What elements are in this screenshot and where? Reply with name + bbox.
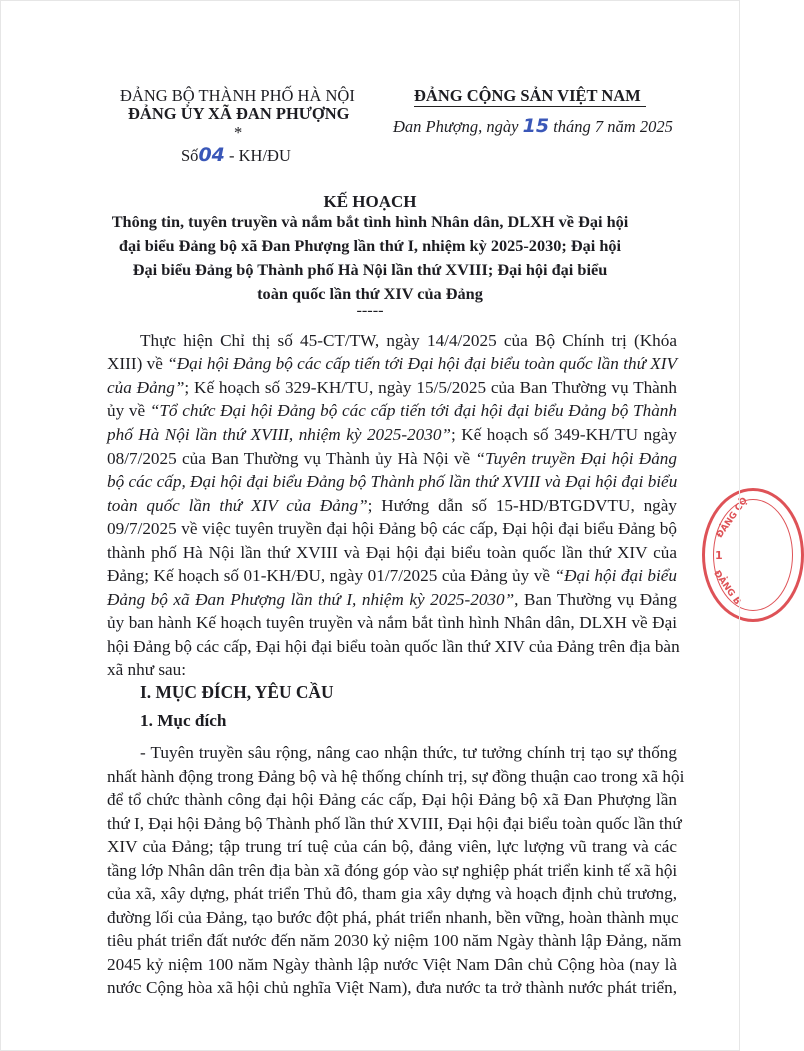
title-line-1: Thông tin, tuyên truyền và nắm bắt tình hình Nhân dân, DLXH về Đại hội [111, 212, 629, 231]
header-asterisk: * [234, 123, 243, 142]
party-committee-city: ĐẢNG BỘ THÀNH PHỐ HÀ NỘI [120, 86, 355, 105]
title-separator: ----- [356, 300, 384, 319]
purpose-line: tiêu phát triển đất nước đến năm 2030 kỷ niệm 100 năm Ngày thành lập Đảng, năm [107, 931, 682, 950]
intro-line: toàn quốc lần thứ XIV của Đảng”; Hướng dẫn số 15-HD/BTGDVTU, ngày [107, 496, 677, 515]
date-prefix: Đan Phượng, ngày [393, 117, 519, 136]
party-name: ĐẢNG CỘNG SẢN VIỆT NAM [414, 86, 641, 105]
purpose-line: nước Cộng hòa xã hội chủ nghĩa Việt Nam), đưa nước ta trở thành nước phát triển, [107, 978, 677, 997]
purpose-line: để tổ chức thành công đại hội Đảng các cấp, Đại hội Đảng bộ xã Đan Phượng lần [107, 790, 677, 809]
intro-line: hội Đảng bộ các cấp, Đại hội đại biểu toàn quốc lần thứ XIV của Đảng trên địa bàn [107, 637, 680, 656]
purpose-line: đường lối của Đảng, tạo bước đột phá, phát triển nhanh, bền vững, hoàn thành mục [107, 908, 679, 927]
intro-line: Đảng bộ xã Đan Phượng lần thứ I, nhiệm kỳ 2025-2030”, Ban Thường vụ Đảng [107, 590, 677, 609]
doc-number-handwritten: 04 [198, 144, 225, 166]
doc-number-prefix: Số [181, 146, 199, 165]
stamp-text-bottom: ĐẢNG B [711, 568, 743, 608]
stamp-text-top: ĐẢNG CỘ [714, 495, 750, 541]
intro-line: Đảng; Kế hoạch số 01-KH/ĐU, ngày 01/7/2025 của Đảng ủy về “Đại hội đại biểu [107, 566, 678, 585]
intro-line: 08/7/2025 của Ban Thường vụ Thành ủy Hà Nội về “Tuyên truyền Đại hội Đảng [107, 449, 677, 468]
party-committee-commune: ĐẢNG ỦY XÃ ĐAN PHƯỢNG [128, 104, 350, 123]
purpose-line: - Tuyên truyền sâu rộng, nâng cao nhận thức, tư tưởng chính trị tạo sự thống [140, 743, 677, 762]
doc-number-suffix: - KH/ĐU [229, 146, 291, 165]
document-date [393, 115, 673, 137]
document-number [181, 144, 291, 166]
intro-line: 09/7/2025 về việc tuyên truyền đại hội Đảng bộ các cấp, Đại hội đại biểu Đảng bộ [107, 519, 677, 538]
purpose-line: thứ I, Đại hội Đảng bộ Thành phố lần thứ XVIII, Đại hội đại biểu toàn quốc lần thứ [107, 814, 682, 833]
intro-line: xã như sau: [107, 660, 187, 679]
purpose-line: XIV của Đảng; tập trung trí tuệ của cán bộ, đảng viên, lực lượng vũ trang và các [107, 837, 677, 856]
date-suffix: tháng 7 năm 2025 [553, 117, 673, 136]
intro-line: ủy về “Tổ chức Đại hội Đảng bộ các cấp tiến tới đại hội đại biểu Đảng bộ Thành [107, 401, 677, 420]
intro-line: phố Hà Nội lần thứ XVIII, nhiệm kỳ 2025-2030”; Kế hoạch số 349-KH/TU ngày [107, 425, 677, 444]
party-name-underline [414, 106, 646, 107]
section-heading: I. MỤC ĐÍCH, YÊU CẦU [140, 682, 334, 702]
intro-line: của Đảng”; Kế hoạch số 329-KH/TU, ngày 15/5/2025 của Ban Thường vụ Thành [107, 378, 677, 397]
intro-line: Thực hiện Chỉ thị số 45-CT/TW, ngày 14/4/2025 của Bộ Chính trị (Khóa [140, 331, 677, 350]
intro-line: ủy ban hành Kế hoạch tuyên truyền và nắm bắt tình hình Nhân dân, DLXH về Đại [107, 613, 677, 632]
title-line-3: Đại biểu Đảng bộ Thành phố Hà Nội lần thứ XVIII; Đại hội đại biểu [132, 260, 608, 279]
subsection-heading: 1. Mục đích [140, 711, 227, 730]
stamp-digit: 1 [715, 549, 723, 562]
document-heading: KẾ HOẠCH [323, 192, 417, 211]
red-seal-stamp [702, 488, 804, 622]
purpose-line: của xã, xây dựng, phát triển Thủ đô, tham gia xây dựng và hoạch định chủ trương, [107, 884, 677, 903]
purpose-line: nhất hành động trong Đảng bộ và hệ thống chính trị, sự đồng thuận cao trong xã hội [107, 767, 685, 786]
purpose-line: tầng lớp Nhân dân trên địa bàn xã đóng góp vào sự nghiệp phát triển kinh tế xã hội [107, 861, 678, 880]
intro-line: bộ các cấp, Đại hội đại biểu Đảng bộ Thành phố lần thứ XVIII và Đại hội đại biểu [107, 472, 678, 491]
title-line-2: đại biểu Đảng bộ xã Đan Phượng lần thứ I, nhiệm kỳ 2025-2030; Đại hội [118, 236, 622, 255]
intro-line: XIII) về “Đại hội Đảng bộ các cấp tiến tới Đại hội đại biểu toàn quốc lần thứ XIV [107, 354, 677, 373]
purpose-line: 2045 kỷ niệm 100 năm Ngày thành lập nước Việt Nam Dân chủ Cộng hòa (nay là [107, 955, 677, 974]
title-line-4: toàn quốc lần thứ XIV của Đảng [257, 284, 483, 303]
date-day-handwritten: 15 [522, 115, 550, 137]
intro-line: thành phố Hà Nội lần thứ XVIII và Đại hội đại biểu toàn quốc lần thứ XIV của [107, 543, 677, 562]
